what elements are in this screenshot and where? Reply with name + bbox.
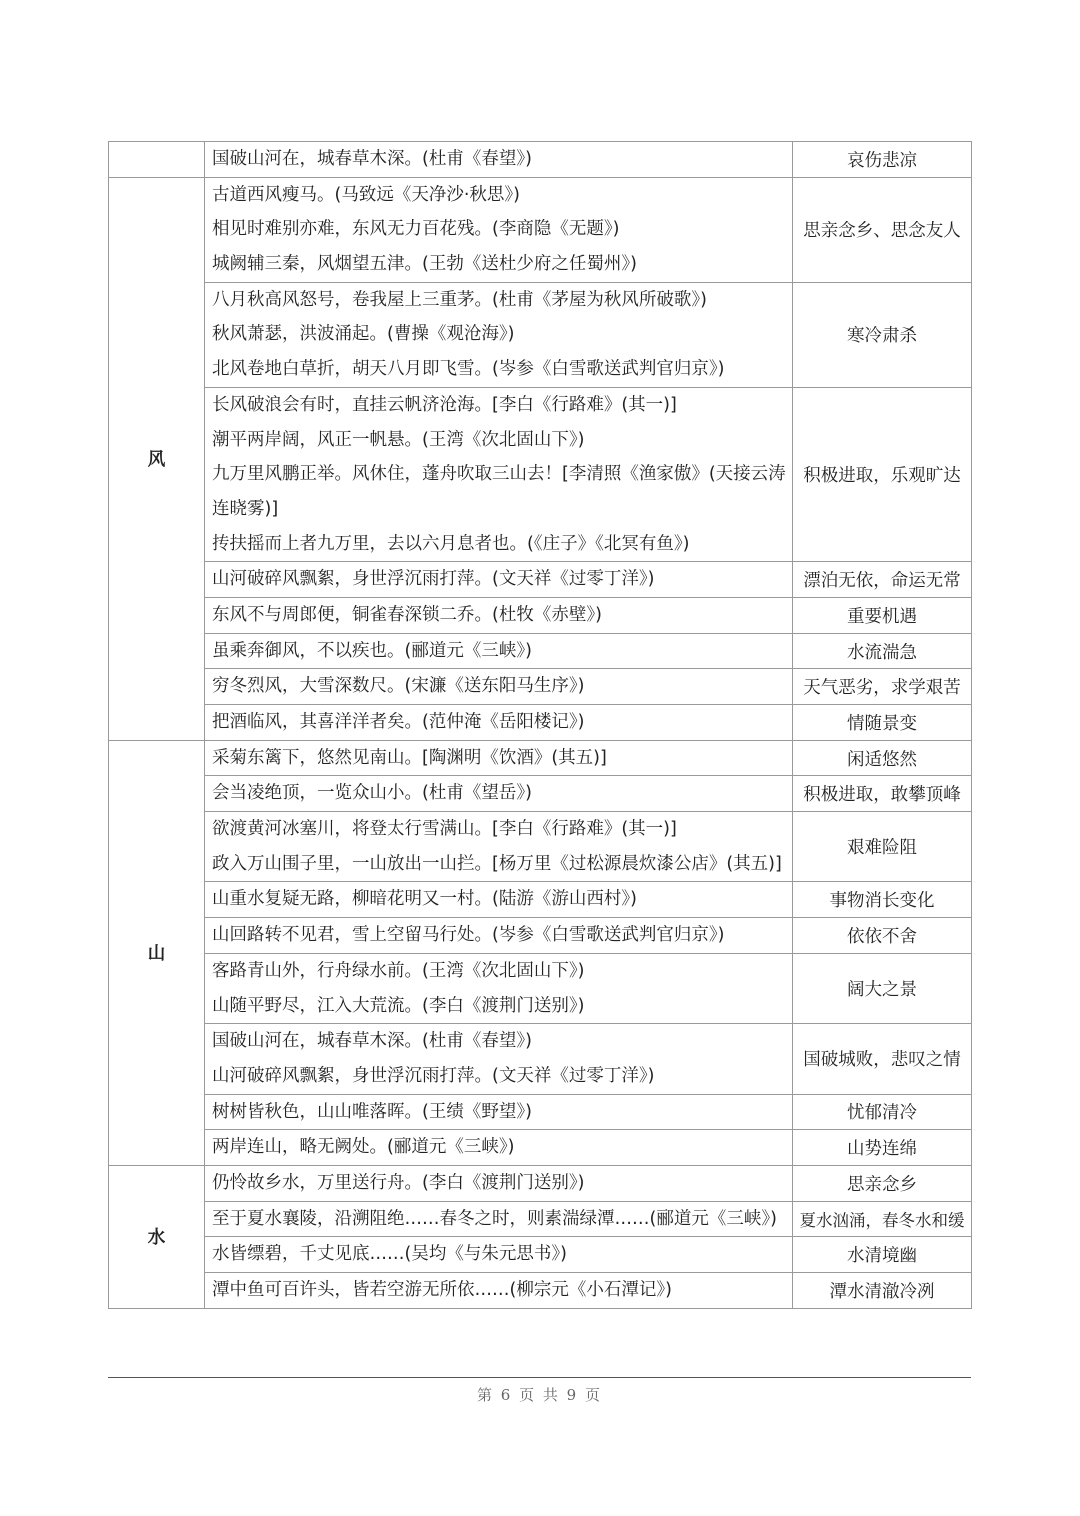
meaning-cell: 天气恶劣，求学艰苦 (793, 669, 972, 705)
table-row (109, 1237, 972, 1273)
table-row (109, 1094, 972, 1130)
quote-line: 虽乘奔御风，不以疾也。(郦道元《三峡》) (212, 640, 532, 661)
quote-line: 客路青山外，行舟绿水前。(王湾《次北固山下》) (212, 960, 585, 981)
meaning-cell: 水清境幽 (793, 1237, 972, 1273)
meaning-cell: 思亲念乡 (793, 1165, 972, 1201)
meaning-cell: 闲适悠然 (793, 740, 972, 776)
meaning-cell: 哀伤悲凉 (793, 142, 972, 178)
quote-line: 会当凌绝顶，一览众山小。(杜甫《望岳》) (212, 783, 532, 804)
quote-cell (205, 387, 793, 561)
meaning-cell: 情随景变 (793, 705, 972, 741)
quote-line: 九万里风鹏正举。风休住，蓬舟吹取三山去！[李清照《渔家傲》(天接云涛连晓雾)] (212, 464, 786, 519)
quote-cell (205, 1165, 793, 1201)
table-row (109, 882, 972, 918)
quote-line: 穷冬烈风，大雪深数尺。(宋濂《送东阳马生序》) (212, 676, 585, 697)
meaning-cell: 积极进取，乐观旷达 (793, 387, 972, 561)
quote-line: 山重水复疑无路，柳暗花明又一村。(陆游《游山西村》) (212, 889, 637, 910)
meaning-cell: 漂泊无依，命运无常 (793, 562, 972, 598)
table-row (109, 387, 972, 561)
quote-line: 至于夏水襄陵，沿溯阻绝……春冬之时，则素湍绿潭……(郦道元《三峡》) (212, 1208, 777, 1229)
quote-line: 山河破碎风飘絮，身世浮沉雨打萍。(文天祥《过零丁洋》) (212, 569, 655, 590)
table-row (109, 776, 972, 812)
table-row (109, 1024, 972, 1094)
table-row (109, 1165, 972, 1201)
table-row (109, 282, 972, 387)
quote-line: 水皆缥碧，千丈见底……(吴均《与朱元思书》) (212, 1244, 567, 1265)
quote-line: 国破山河在，城春草木深。(杜甫《春望》) (212, 149, 532, 169)
quote-cell (205, 1273, 793, 1309)
quote-cell (205, 1237, 793, 1273)
quote-cell (205, 740, 793, 776)
meaning-cell: 积极进取，敢攀顶峰 (793, 776, 972, 812)
quote-line: 把酒临风，其喜洋洋者矣。(范仲淹《岳阳楼记》) (212, 712, 585, 733)
meaning-cell: 艰难险阻 (793, 812, 972, 882)
quote-line: 城阙辅三秦，风烟望五津。(王勃《送杜少府之任蜀州》) (212, 254, 637, 275)
quote-cell (205, 776, 793, 812)
table-row (109, 705, 972, 741)
quote-cell (205, 669, 793, 705)
quote-line: 潭中鱼可百许头，皆若空游无所依……(柳宗元《小石潭记》) (212, 1280, 672, 1301)
quote-line: 古道西风瘦马。(马致远《天净沙·秋思》) (212, 184, 520, 205)
quote-line: 仍怜故乡水，万里送行舟。(李白《渡荆门送别》) (212, 1172, 585, 1193)
meaning-cell: 夏水汹涌，春冬水和缓 (793, 1201, 972, 1237)
quote-cell (205, 282, 793, 387)
table-row (109, 953, 972, 1023)
poetry-table (108, 141, 972, 1309)
quote-line: 相见时难别亦难，东风无力百花残。(李商隐《无题》) (212, 219, 620, 240)
quote-cell (205, 882, 793, 918)
quote-line: 采菊东篱下，悠然见南山。[陶渊明《饮酒》(其五)] (212, 747, 607, 768)
meaning-cell: 忧郁清冷 (793, 1094, 972, 1130)
quote-cell (205, 705, 793, 741)
quote-line: 北风卷地白草折，胡天八月即飞雪。(岑参《白雪歌送武判官归京》) (212, 359, 725, 380)
quote-line: 两岸连山，略无阙处。(郦道元《三峡》) (212, 1137, 515, 1158)
category-cell (109, 142, 205, 178)
quote-line: 山回路转不见君，雪上空留马行处。(岑参《白雪歌送武判官归京》) (212, 925, 725, 946)
meaning-cell: 事物消长变化 (793, 882, 972, 918)
table-row (109, 597, 972, 633)
table-row (109, 562, 972, 598)
quote-cell (205, 1130, 793, 1166)
quote-line: 潮平两岸阔，风正一帆悬。(王湾《次北固山下》) (212, 429, 585, 450)
category-cell-feng: 风 (109, 177, 205, 740)
meaning-cell: 山势连绵 (793, 1130, 972, 1166)
quote-line: 东风不与周郎便，铜雀春深锁二乔。(杜牧《赤壁》) (212, 604, 602, 625)
meaning-cell: 重要机遇 (793, 597, 972, 633)
table-row (109, 142, 972, 178)
quote-cell (205, 633, 793, 669)
table-row (109, 740, 972, 776)
quote-line: 秋风萧瑟，洪波涌起。(曹操《观沧海》) (212, 324, 515, 345)
quote-cell (205, 597, 793, 633)
category-cell-shan: 山 (109, 740, 205, 1165)
quote-cell (205, 1094, 793, 1130)
table-row (109, 669, 972, 705)
footer-divider (108, 1377, 971, 1378)
table-row (109, 1201, 972, 1237)
meaning-cell: 阔大之景 (793, 953, 972, 1023)
quote-cell (205, 142, 793, 178)
quote-cell (205, 177, 793, 282)
table-row (109, 177, 972, 282)
category-cell-shui: 水 (109, 1165, 205, 1308)
quote-line: 抟扶摇而上者九万里，去以六月息者也。(《庄子》《北冥有鱼》) (212, 533, 690, 554)
table-row (109, 812, 972, 882)
table-row (109, 633, 972, 669)
meaning-cell: 寒冷肃杀 (793, 282, 972, 387)
quote-cell (205, 812, 793, 882)
quote-cell (205, 918, 793, 954)
quote-line: 树树皆秋色，山山唯落晖。(王绩《野望》) (212, 1101, 532, 1122)
table-row (109, 1273, 972, 1309)
quote-line: 欲渡黄河冰塞川，将登太行雪满山。[李白《行路难》(其一)] (212, 819, 677, 840)
meaning-cell: 潭水清澈冷冽 (793, 1273, 972, 1309)
quote-cell (205, 562, 793, 598)
page-number: 第 6 页 共 9 页 (477, 1386, 602, 1404)
quote-line: 山随平野尽，江入大荒流。(李白《渡荆门送别》) (212, 995, 585, 1016)
quote-line: 国破山河在，城春草木深。(杜甫《春望》) (212, 1031, 532, 1052)
table-row (109, 1130, 972, 1166)
quote-line: 山河破碎风飘絮，身世浮沉雨打萍。(文天祥《过零丁洋》) (212, 1065, 655, 1086)
table-row (109, 918, 972, 954)
meaning-cell: 依依不舍 (793, 918, 972, 954)
meaning-cell: 思亲念乡、思念友人 (793, 177, 972, 282)
meaning-cell: 水流湍急 (793, 633, 972, 669)
quote-line: 长风破浪会有时，直挂云帆济沧海。[李白《行路难》(其一)] (212, 394, 677, 415)
quote-cell (205, 953, 793, 1023)
quote-line: 政入万山围子里，一山放出一山拦。[杨万里《过松源晨炊漆公店》(其五)] (212, 853, 782, 874)
quote-line: 八月秋高风怒号，卷我屋上三重茅。(杜甫《茅屋为秋风所破歌》) (212, 289, 707, 310)
quote-cell (205, 1024, 793, 1094)
meaning-cell: 国破城败，悲叹之情 (793, 1024, 972, 1094)
quote-cell (205, 1201, 793, 1237)
